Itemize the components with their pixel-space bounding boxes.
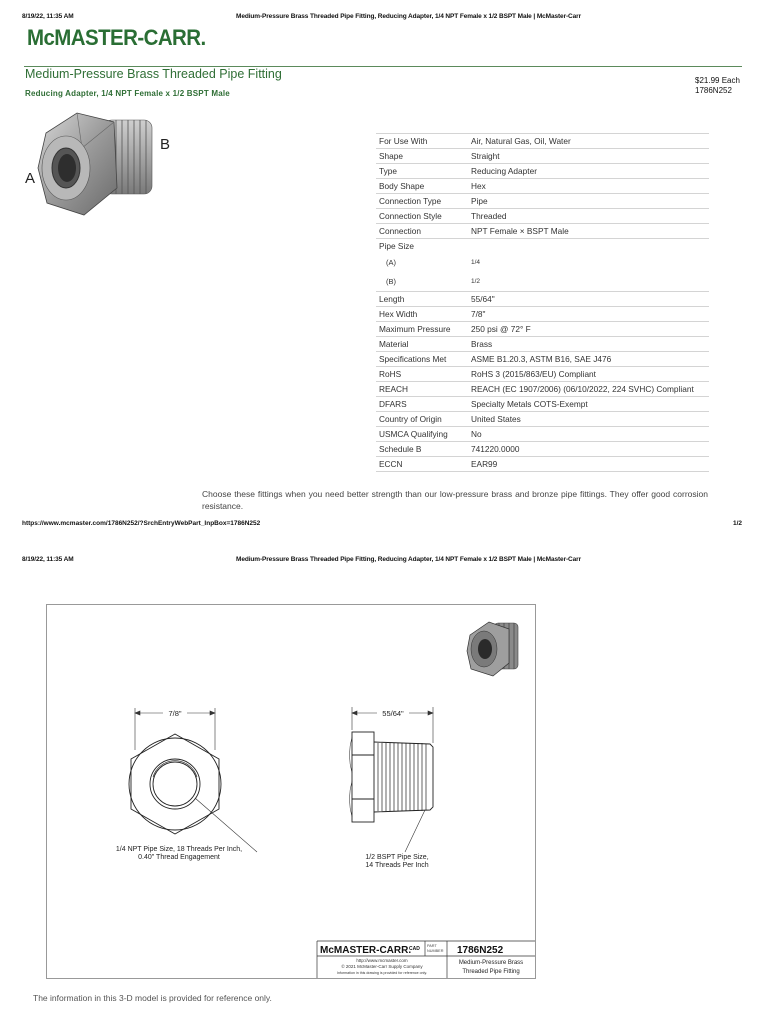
table-row bbox=[376, 352, 709, 367]
cad-drawing bbox=[46, 604, 536, 979]
spec-key: Maximum Pressure bbox=[376, 322, 468, 337]
table-row bbox=[376, 337, 709, 352]
spec-value: 741220.0000 bbox=[468, 442, 709, 457]
spec-value: Hex bbox=[468, 179, 709, 194]
spec-key: ECCN bbox=[376, 457, 468, 472]
table-row bbox=[376, 224, 709, 239]
spec-key: Body Shape bbox=[376, 179, 468, 194]
titleblock-part-number: 1786N252 bbox=[457, 945, 504, 956]
table-row bbox=[376, 322, 709, 337]
callout-male-thread: 1/2 BSPT Pipe Size, bbox=[365, 854, 429, 861]
print-doc-title: Medium-Pressure Brass Threaded Pipe Fitting, Reducing Adapter, 1/4 NPT Female x 1/2 BSPT Male | McMaster-Carr bbox=[236, 556, 582, 563]
spec-value: United States bbox=[468, 412, 709, 427]
titleblock-disclaimer: Information in this drawing is provided for reference only. bbox=[336, 971, 428, 975]
part-label-2: NUMBER bbox=[427, 949, 444, 953]
table-row bbox=[376, 442, 709, 457]
print-datetime: 8/19/22, 11:35 AM bbox=[22, 13, 74, 20]
spec-value: Threaded bbox=[468, 209, 709, 224]
label-a: A bbox=[25, 170, 36, 187]
spec-value: 7/8" bbox=[468, 307, 709, 322]
spec-value: Brass bbox=[468, 337, 709, 352]
spec-key: Country of Origin bbox=[376, 412, 468, 427]
table-row bbox=[376, 209, 709, 224]
product-image bbox=[22, 108, 202, 228]
table-row bbox=[376, 457, 709, 472]
table-row bbox=[376, 397, 709, 412]
spec-key: RoHS bbox=[376, 367, 468, 382]
spec-value: Straight bbox=[468, 149, 709, 164]
dim-hex-width: 7/8" bbox=[168, 709, 182, 718]
spec-value: RoHS 3 (2015/863/EU) Compliant bbox=[468, 367, 709, 382]
spec-key: Connection Type bbox=[376, 194, 468, 209]
spec-value: 1/4 bbox=[471, 259, 481, 266]
table-row bbox=[376, 382, 709, 397]
fitting-render-icon bbox=[22, 108, 202, 228]
spec-key: Connection bbox=[376, 224, 468, 239]
spec-key: USMCA Qualifying bbox=[376, 427, 468, 442]
callout-threads-per-inch: 14 Threads Per Inch bbox=[365, 862, 429, 869]
titleblock-logo: McMASTER-CARR. bbox=[320, 945, 412, 956]
callout-female-thread: 1/4 NPT Pipe Size, 18 Threads Per Inch, bbox=[115, 846, 243, 853]
spec-value: NPT Female × BSPT Male bbox=[468, 224, 709, 239]
dim-length: 55/64" bbox=[382, 709, 404, 718]
price: $21.99 Each bbox=[695, 76, 740, 85]
table-row bbox=[376, 292, 709, 307]
spec-value: 1/2 bbox=[471, 278, 481, 285]
spec-key: Hex Width bbox=[376, 307, 468, 322]
price-block bbox=[695, 76, 740, 96]
mcmaster-logo[interactable]: McMASTER-CARR. bbox=[27, 25, 206, 50]
spec-key: For Use With bbox=[376, 134, 468, 149]
spec-key: (B) bbox=[386, 277, 396, 286]
spec-key: Shape bbox=[376, 149, 468, 164]
part-label-1: PART bbox=[427, 944, 437, 948]
callout-thread-engagement: 0.40" Thread Engagement bbox=[138, 854, 220, 861]
spec-value: Reducing Adapter bbox=[468, 164, 709, 179]
drawing-canvas bbox=[47, 605, 535, 978]
titleblock-desc-2: Threaded Pipe Fitting bbox=[462, 969, 520, 975]
table-row bbox=[376, 194, 709, 209]
spec-key: Connection Style bbox=[376, 209, 468, 224]
titleblock-cad: CAD bbox=[409, 946, 420, 952]
part-number: 1786N252 bbox=[695, 86, 732, 95]
table-row bbox=[376, 179, 709, 194]
table-row bbox=[376, 134, 709, 149]
product-title: Medium-Pressure Brass Threaded Pipe Fitting bbox=[25, 67, 282, 81]
spec-key: Length bbox=[376, 292, 468, 307]
table-row bbox=[376, 253, 709, 272]
titleblock-copyright: © 2021 McMaster-Carr Supply Company bbox=[341, 964, 423, 969]
thumbnail-render-icon bbox=[467, 622, 518, 676]
reference-note: The information in this 3-D model is provided for reference only. bbox=[33, 993, 272, 1003]
table-row bbox=[376, 367, 709, 382]
product-subtitle: Reducing Adapter, 1/4 NPT Female x 1/2 BSPT Male bbox=[25, 89, 230, 98]
spec-key: REACH bbox=[376, 382, 468, 397]
titleblock-desc-1: Medium-Pressure Brass bbox=[458, 960, 524, 966]
spec-key: DFARS bbox=[376, 397, 468, 412]
titleblock-url: http://www.mcmaster.com bbox=[356, 958, 408, 963]
spec-key: Schedule B bbox=[376, 442, 468, 457]
table-row bbox=[376, 412, 709, 427]
spec-value: REACH (EC 1907/2006) (06/10/2022, 224 SVHC) Compliant bbox=[468, 382, 709, 397]
spec-key: Type bbox=[376, 164, 468, 179]
spec-key: Specifications Met bbox=[376, 352, 468, 367]
spec-value: 250 psi @ 72° F bbox=[468, 322, 709, 337]
spec-key: Pipe Size bbox=[376, 239, 468, 254]
spec-value: Specialty Metals COTS-Exempt bbox=[468, 397, 709, 412]
spec-value: Pipe bbox=[468, 194, 709, 209]
product-description: Choose these fittings when you need better strength than our low-pressure brass and bronze pipe fittings. They offer good corrosion resistance. bbox=[202, 489, 708, 511]
specs-table bbox=[376, 133, 709, 472]
spec-value: EAR99 bbox=[468, 457, 709, 472]
print-doc-title: Medium-Pressure Brass Threaded Pipe Fitting, Reducing Adapter, 1/4 NPT Female x 1/2 BSPT Male | McMaster-Carr bbox=[236, 13, 582, 20]
table-row bbox=[376, 239, 709, 254]
table-row bbox=[376, 272, 709, 292]
table-row bbox=[376, 427, 709, 442]
label-b: B bbox=[160, 136, 171, 153]
spec-value: ASME B1.20.3, ASTM B16, SAE J476 bbox=[468, 352, 709, 367]
spec-value: No bbox=[468, 427, 709, 442]
spec-value: 55/64" bbox=[468, 292, 709, 307]
table-row bbox=[376, 164, 709, 179]
spec-value: Air, Natural Gas, Oil, Water bbox=[468, 134, 709, 149]
print-datetime: 8/19/22, 11:35 AM bbox=[22, 556, 74, 563]
table-row bbox=[376, 149, 709, 164]
print-url: https://www.mcmaster.com/1786N252/?SrchEntryWebPart_InpBox=1786N252 bbox=[22, 520, 261, 527]
page-number: 1/2 bbox=[733, 520, 743, 527]
spec-key: Material bbox=[376, 337, 468, 352]
table-row bbox=[376, 307, 709, 322]
spec-key: (A) bbox=[386, 258, 396, 267]
